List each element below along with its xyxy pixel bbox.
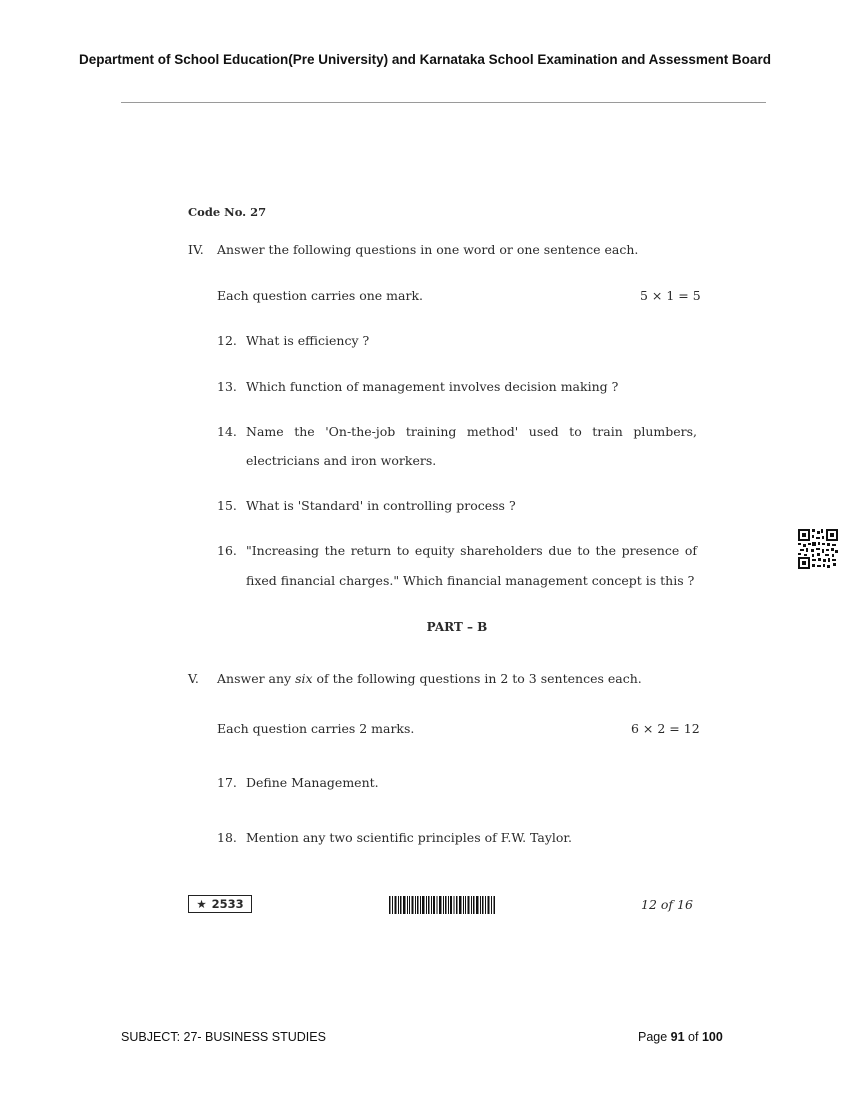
question-number: 12. bbox=[217, 333, 237, 348]
section-iv-instruction: Answer the following questions in one word or one sentence each. bbox=[217, 242, 639, 257]
code-number: Code No. 27 bbox=[188, 205, 267, 219]
section-iv-numeral: IV. bbox=[188, 242, 204, 257]
question-number: 13. bbox=[217, 379, 237, 394]
part-b-heading: PART – B bbox=[426, 620, 488, 634]
footer-page-number bbox=[638, 1030, 723, 1044]
question-text: Name the 'On-the-job training method' used to train plumbers, bbox=[246, 424, 697, 439]
section-v-marks-note: Each question carries 2 marks. bbox=[217, 721, 415, 736]
instruction-part: Answer any bbox=[217, 671, 296, 686]
section-iv-marks-note: Each question carries one mark. bbox=[217, 288, 423, 303]
section-iv-marks-formula: 5 × 1 = 5 bbox=[640, 288, 701, 303]
board-header-title: Department of School Education(Pre University) and Karnataka School Examination and Assessment Board bbox=[79, 52, 771, 67]
paper-code-box bbox=[188, 895, 252, 913]
instruction-part: of the following questions in 2 to 3 sentences each. bbox=[312, 671, 642, 686]
question-number: 17. bbox=[217, 775, 237, 790]
page-current: 91 bbox=[670, 1030, 685, 1044]
question-text: Which function of management involves decision making ? bbox=[246, 379, 619, 394]
star-icon: ★ bbox=[196, 897, 207, 911]
page-mid: of bbox=[684, 1030, 702, 1044]
footer-subject: SUBJECT: 27- BUSINESS STUDIES bbox=[121, 1030, 326, 1044]
question-text: What is 'Standard' in controlling process ? bbox=[246, 498, 516, 513]
question-text: Define Management. bbox=[246, 775, 379, 790]
question-text-continued: electricians and iron workers. bbox=[246, 453, 437, 468]
header-divider bbox=[121, 102, 766, 103]
question-text: "Increasing the return to equity shareholders due to the presence of bbox=[246, 543, 697, 558]
question-number: 14. bbox=[217, 424, 237, 439]
paper-page-indicator: 12 of 16 bbox=[641, 897, 693, 912]
section-v-instruction bbox=[217, 671, 642, 686]
question-text: What is efficiency ? bbox=[246, 333, 370, 348]
barcode-icon bbox=[389, 896, 497, 914]
section-v-numeral: V. bbox=[188, 671, 199, 686]
question-text: Mention any two scientific principles of F.W. Taylor. bbox=[246, 830, 572, 845]
section-v-marks-formula: 6 × 2 = 12 bbox=[631, 721, 700, 736]
question-number: 16. bbox=[217, 543, 237, 558]
qr-code-icon bbox=[798, 529, 838, 569]
paper-code-value: 2533 bbox=[211, 897, 244, 911]
question-number: 15. bbox=[217, 498, 237, 513]
question-text-continued: fixed financial charges." Which financial management concept is this ? bbox=[246, 573, 695, 588]
instruction-emphasis: six bbox=[295, 671, 313, 686]
page-total: 100 bbox=[701, 1030, 723, 1044]
page-prefix: Page bbox=[638, 1030, 671, 1044]
question-number: 18. bbox=[217, 830, 237, 845]
